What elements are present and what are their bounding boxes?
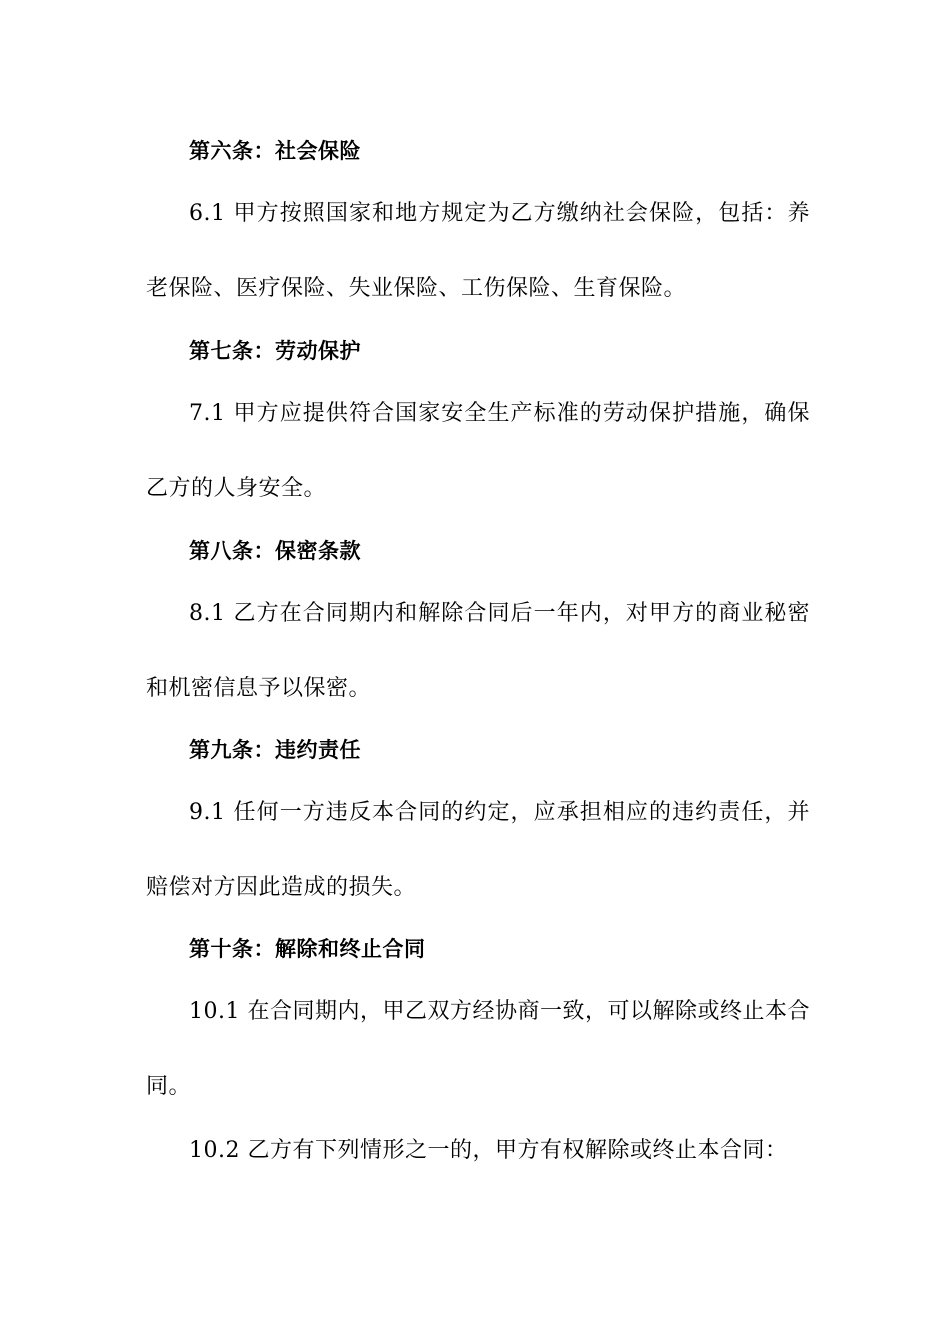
clause-7-1-line-2: 乙方的人身安全。 — [146, 476, 327, 501]
section-heading-6: 第六条：社会保险 — [189, 139, 361, 163]
section-heading-9: 第九条：违约责任 — [189, 738, 361, 762]
clause-7-1-line-1: 7.1 甲方应提供符合国家安全生产标准的劳动保护措施，确保 — [189, 401, 810, 426]
clause-6-1-line-1: 6.1 甲方按照国家和地方规定为乙方缴纳社会保险，包括：养 — [189, 201, 810, 226]
clause-8-1-line-2: 和机密信息予以保密。 — [146, 676, 372, 701]
clause-10-1-line-2: 同。 — [146, 1074, 192, 1099]
section-heading-10: 第十条：解除和终止合同 — [189, 937, 426, 961]
clause-9-1-line-1: 9.1 任何一方违反本合同的约定，应承担相应的违约责任，并 — [189, 800, 810, 825]
section-heading-8: 第八条：保密条款 — [189, 539, 361, 563]
clause-10-1-line-1: 10.1 在合同期内，甲乙双方经协商一致，可以解除或终止本合 — [189, 999, 810, 1024]
clause-9-1-line-2: 赔偿对方因此造成的损失。 — [146, 875, 417, 900]
section-heading-7: 第七条：劳动保护 — [189, 339, 361, 363]
clause-8-1-line-1: 8.1 乙方在合同期内和解除合同后一年内，对甲方的商业秘密 — [189, 601, 810, 626]
clause-6-1-line-2: 老保险、医疗保险、失业保险、工伤保险、生育保险。 — [146, 276, 687, 301]
clause-10-2-line-1: 10.2 乙方有下列情形之一的，甲方有权解除或终止本合同： — [189, 1138, 788, 1163]
